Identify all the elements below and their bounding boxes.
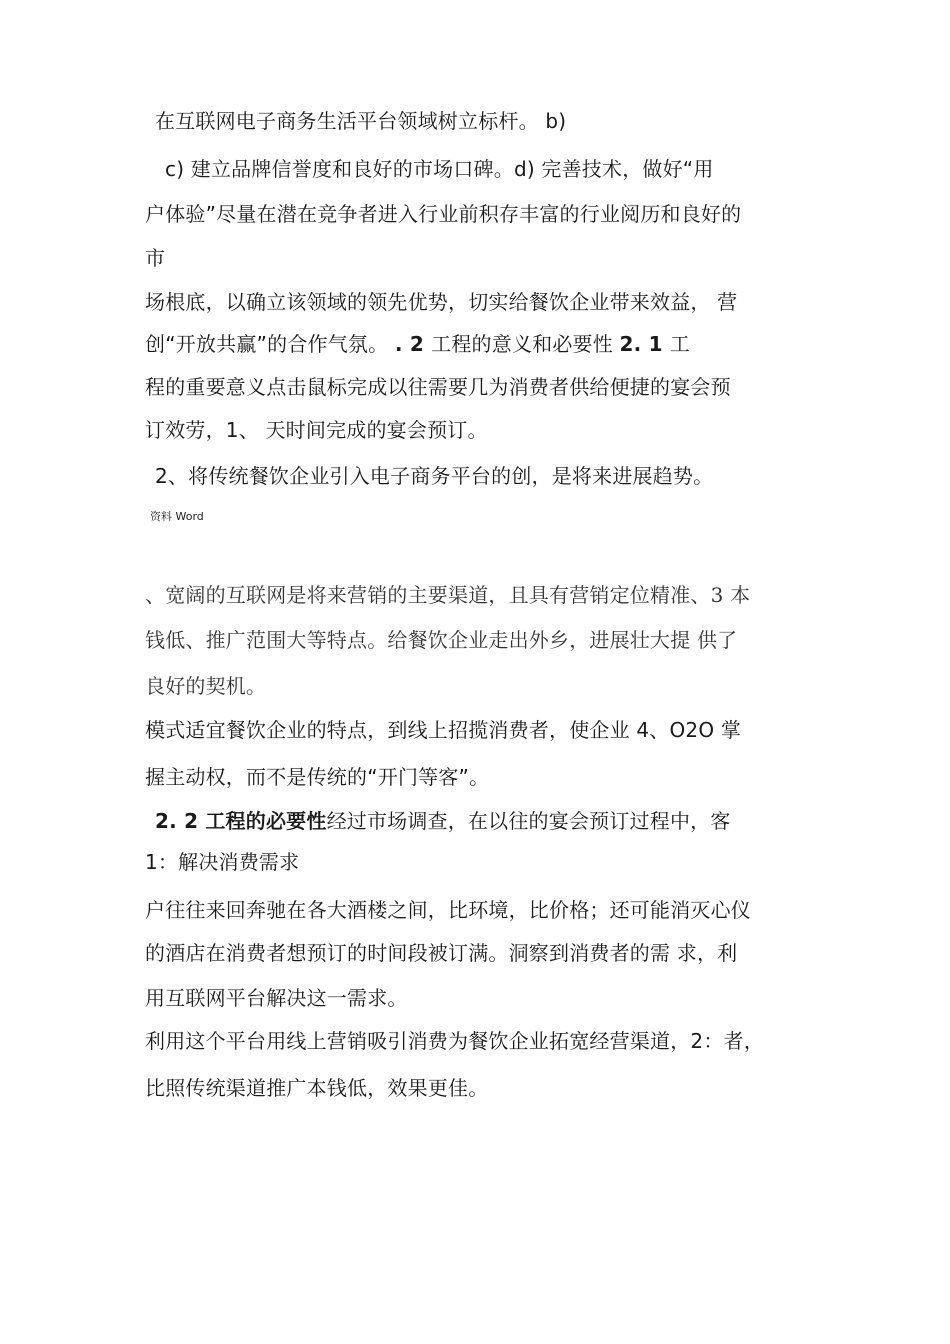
section-heading: 2. 2 工程的必要性 [155, 809, 327, 833]
text-run: 经过市场调查，在以往的宴会预订过程中，客 [326, 809, 731, 833]
paragraph-line: 程的重要意义点击鼠标完成以往需要几为消费者供给便捷的宴会预 [145, 375, 731, 399]
paragraph-line: 的酒店在消费者想预订的时间段被订满。洞察到消费者的需 求，利 [145, 941, 738, 965]
section-title: 工程的意义和必要性 [431, 332, 620, 356]
paragraph-line: 比照传统渠道推广本钱低，效果更佳。 [145, 1076, 489, 1100]
paragraph-line: 良好的契机。 [145, 674, 267, 698]
paragraph-line: 钱低、推广范围大等特点。给餐饮企业走出外乡，进展壮大提 供了 [145, 628, 738, 652]
paragraph-line [155, 808, 731, 834]
paragraph-line: 握主动权，而不是传统的“开门等客”。 [145, 765, 490, 789]
text-run: 创“开放共赢”的合作气氛。 [145, 332, 395, 356]
paragraph-line: 利用这个平台用线上营销吸引消费为餐饮企业拓宽经营渠道，2：者， [145, 1029, 764, 1053]
paragraph-line: 用互联网平台解决这一需求。 [145, 986, 408, 1010]
paragraph-line: 订效劳，1、 天时间完成的宴会预订。 [145, 418, 488, 442]
footer-note: 资料 Word [150, 510, 204, 523]
section-number: 2. 1 [619, 332, 670, 356]
paragraph-line: 模式适宜餐饮企业的特点，到线上招揽消费者，使企业 4、O2O 掌 [145, 718, 742, 742]
text-run: 工 [669, 332, 691, 356]
paragraph-line: 场根底，以确立该领域的领先优势，切实给餐饮企业带来效益， 营 [145, 290, 738, 314]
paragraph-line: 户往往来回奔驰在各大酒楼之间，比环境，比价格；还可能消灭心仪 [145, 898, 751, 922]
paragraph-line: 市 [145, 246, 166, 270]
paragraph-line: 户体验”尽量在潜在竞争者进入行业前积存丰富的行业阅历和良好的 [145, 202, 742, 226]
paragraph-line: 、宽阔的互联网是将来营销的主要渠道，且具有营销定位精准、3 本 [145, 583, 751, 607]
paragraph-line: 2、将传统餐饮企业引入电子商务平台的创，是将来进展趋势。 [155, 464, 714, 488]
paragraph-line: c) 建立品牌信誉度和良好的市场口碑。d) 完善技术，做好“用 [165, 157, 714, 181]
paragraph-line: 在互联网电子商务生活平台领域树立标杆。 b) [155, 109, 567, 133]
section-number: . 2 [394, 332, 432, 356]
paragraph-line [145, 331, 690, 357]
paragraph-line: 1：解决消费需求 [145, 850, 300, 874]
